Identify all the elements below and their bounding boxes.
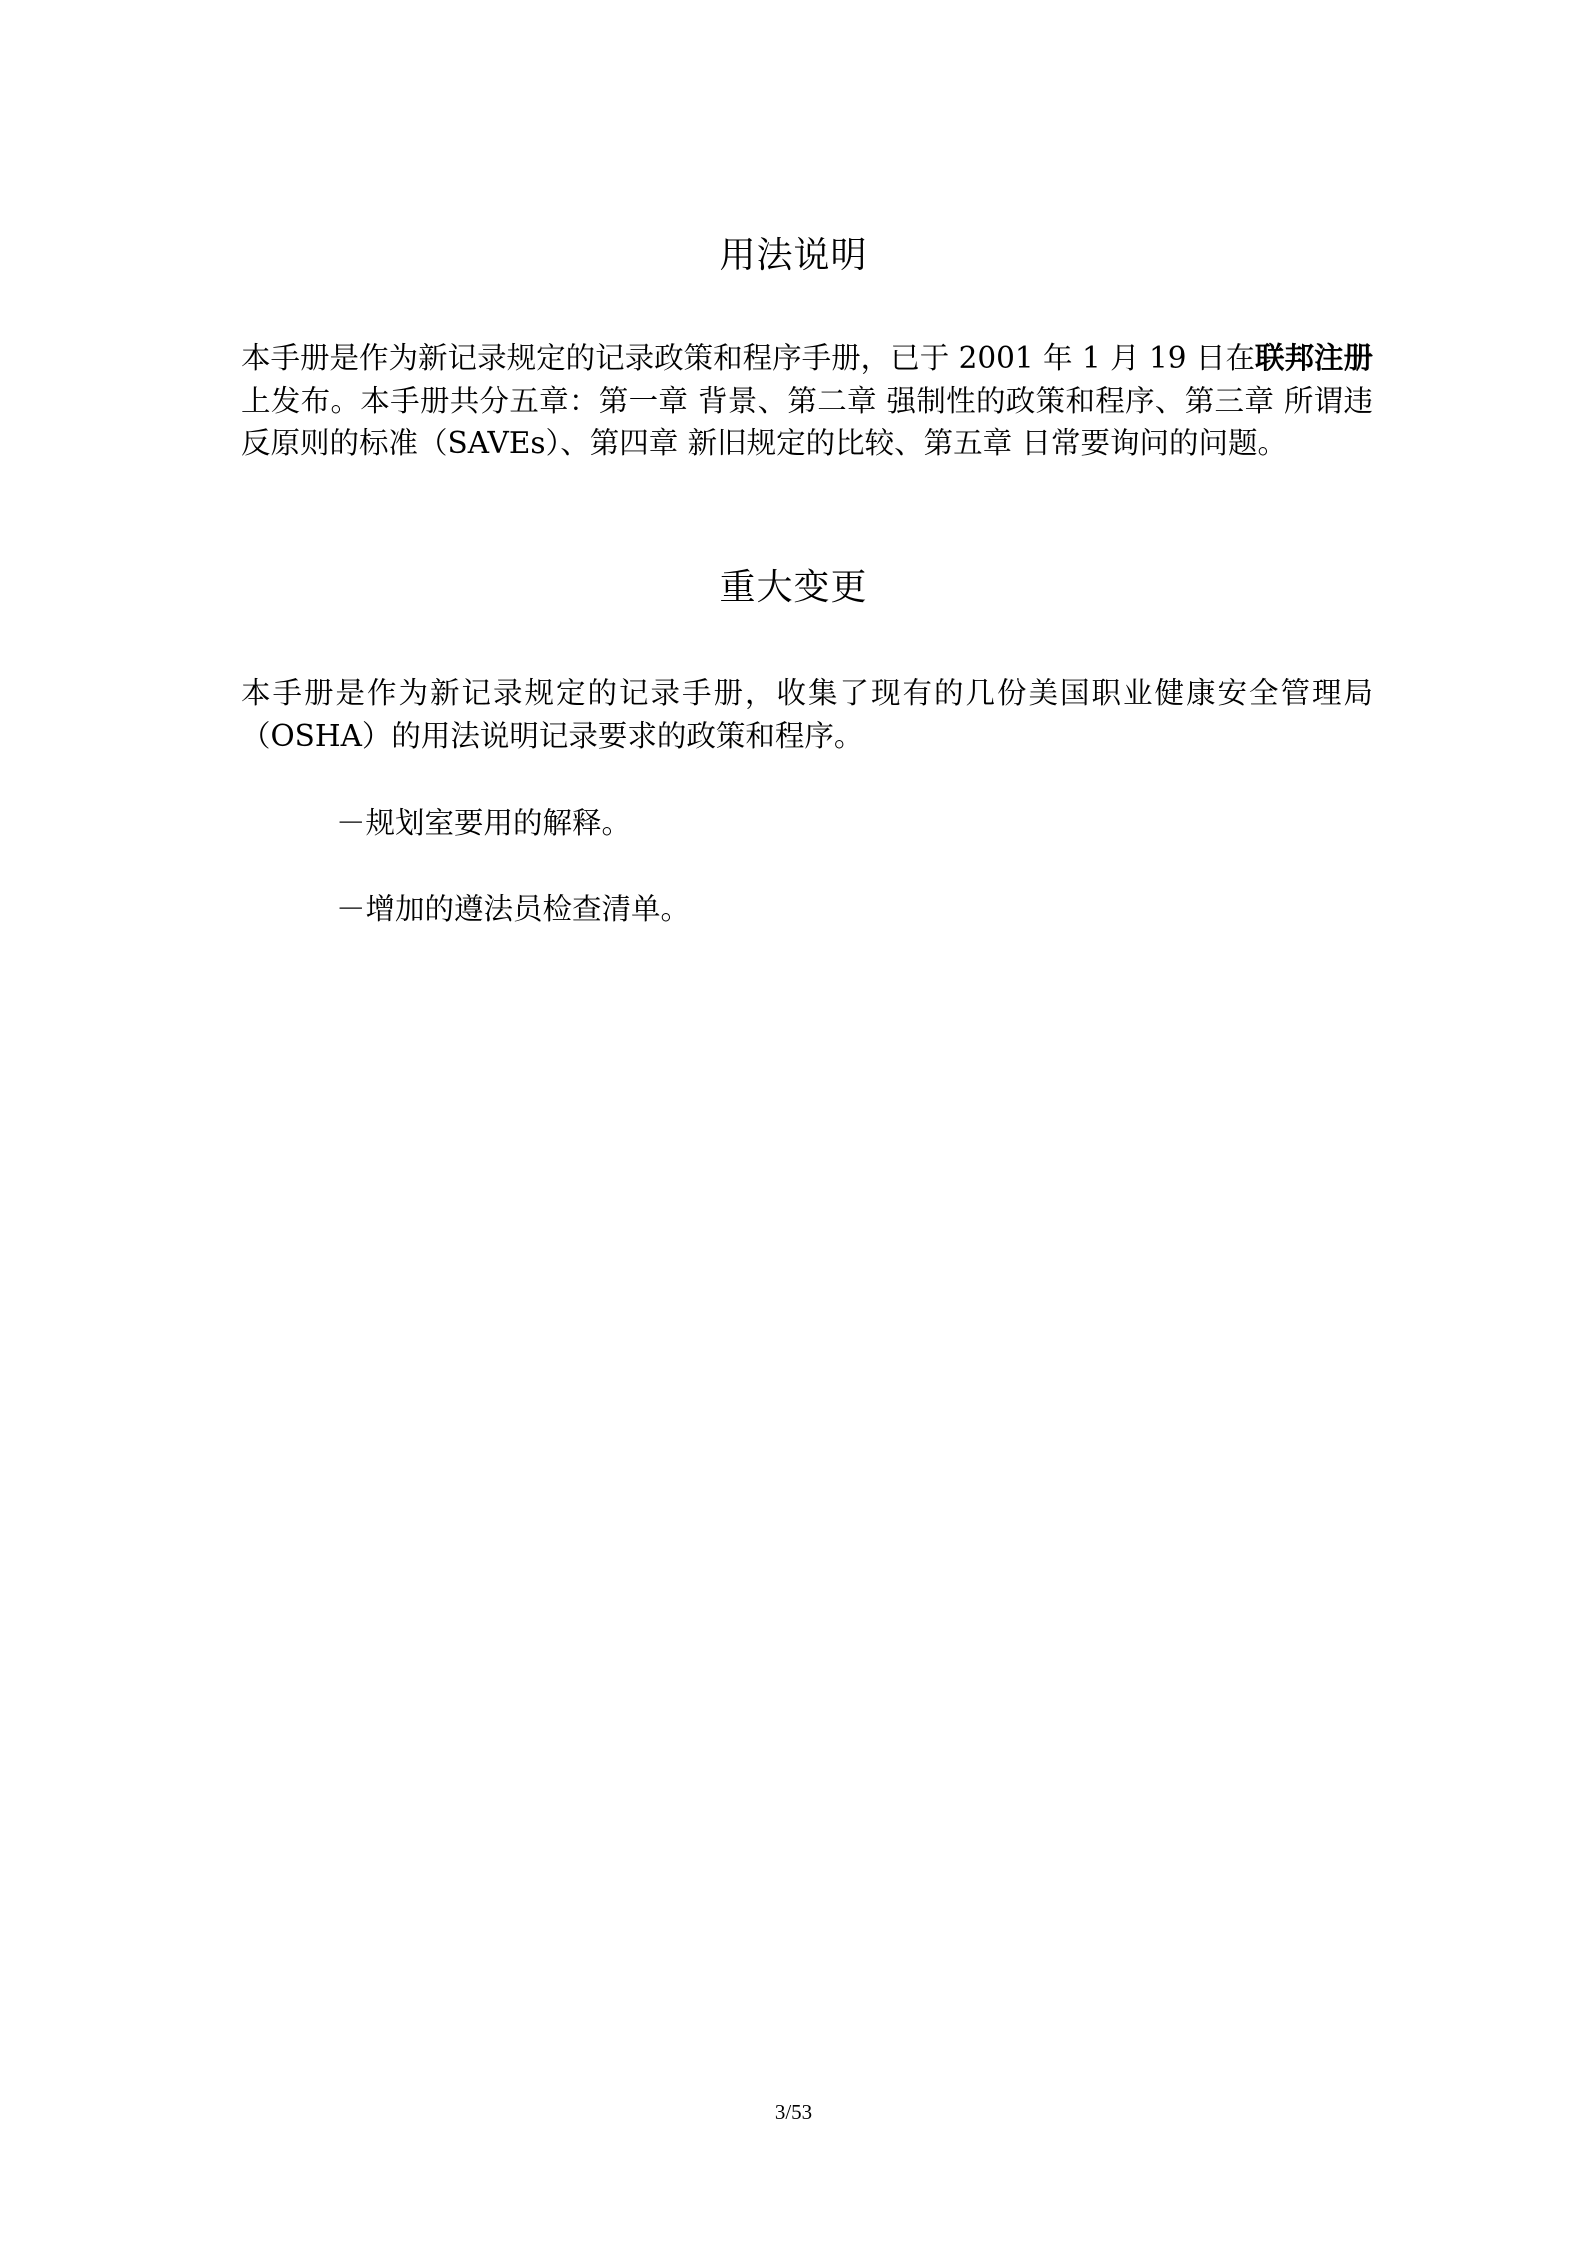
usage-paragraph-text-2: 上发布。本手册共分五章：第一章 背景、第二章 强制性的政策和程序、第三章 所谓违反原则的标准（SAVEs）、第四章 新旧规定的比较、第五章 日常要询问的问题。 <box>241 383 1373 460</box>
bullet-item-interpretation: －规划室要用的解释。 <box>336 806 632 840</box>
usage-paragraph <box>241 337 1373 465</box>
bullet-item-checklist: －增加的遵法员检查清单。 <box>336 892 691 926</box>
usage-paragraph-text-1: 本手册是作为新记录规定的记录政策和程序手册，已于 2001 年 1 月 19 日在 <box>241 341 1255 375</box>
federal-register-bold: 联邦注册 <box>1254 340 1373 375</box>
section-title-usage: 用法说明 <box>719 235 868 276</box>
section-title-major-changes: 重大变更 <box>719 567 868 608</box>
major-changes-paragraph: 本手册是作为新记录规定的记录手册，收集了现有的几份美国职业健康安全管理局（OSHA）的用法说明记录要求的政策和程序。 <box>241 676 1373 753</box>
page-number: 3/53 <box>774 2100 813 2124</box>
